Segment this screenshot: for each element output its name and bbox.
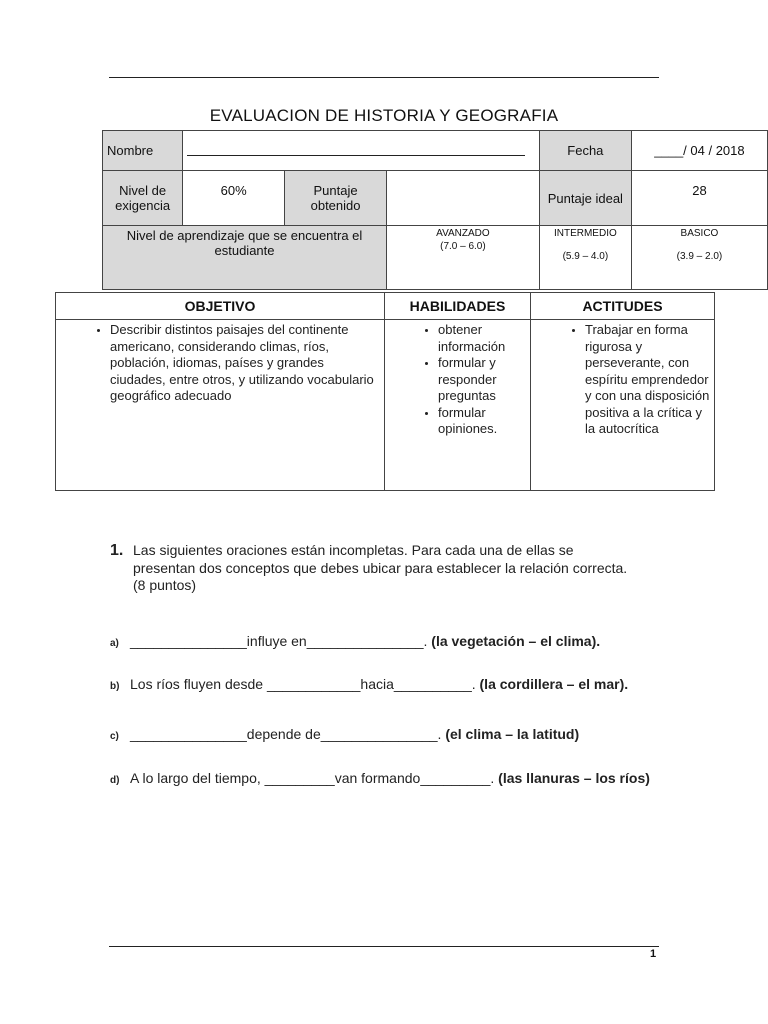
nombre-field[interactable] [183,131,540,171]
habilidades-header: HABILIDADES [385,293,531,320]
level-range: (7.0 – 6.0) [440,241,486,252]
level-avanzado [387,226,540,290]
level-name: BASICO [680,228,719,239]
level-range: (5.9 – 4.0) [562,251,609,262]
document-title: EVALUACION DE HISTORIA Y GEOGRAFIA [209,106,559,125]
nombre-blank-line [187,143,525,156]
question-number: 1. [110,542,124,559]
objectives-table [55,292,715,491]
puntaje-obtenido-label: Puntaje obtenido [285,171,387,226]
item-sentence: Los ríos fluyen desde ____________hacia__________. [130,676,480,692]
item-a [110,633,659,652]
item-label: b) [110,681,120,692]
actitudes-header: ACTITUDES [531,293,715,320]
header-table [102,130,768,290]
puntaje-ideal-label: Puntaje ideal [539,171,631,226]
objetivo-header: OBJETIVO [56,293,385,320]
level-range: (3.9 – 2.0) [676,251,723,262]
item-label: a) [110,638,119,649]
habilidad-item: • formular opiniones. [438,405,526,438]
item-sentence: _______________influye en_______________. [130,633,432,649]
actitud-item: • Trabajar en forma rigurosa y perseverante, con espíritu emprendedor y con una disposición positiva a la crítica y la autocrítica [585,322,710,438]
question-1 [110,542,630,595]
habilidades-cell [385,320,531,491]
fecha-label: Fecha [539,131,631,171]
top-rule [109,77,659,78]
level-name: INTERMEDIO [553,228,617,239]
level-basico [631,226,767,290]
item-b [110,676,659,695]
item-c [110,726,659,745]
footer-rule [109,946,659,947]
item-label: c) [110,731,119,742]
habilidad-item: • formular y responder preguntas [438,355,526,405]
nivel-exigencia-label: Nivel de exigencia [103,171,183,226]
puntaje-ideal-value: 28 [631,171,767,226]
nivel-aprendizaje-label: Nivel de aprendizaje que se encuentra el estudiante [103,226,387,290]
item-sentence: A lo largo del tiempo, _________van formando_________. [130,770,499,786]
level-name: AVANZADO [436,228,490,239]
puntaje-obtenido-field[interactable] [387,171,540,226]
item-concepts: (las llanuras – los ríos) [498,770,650,786]
item-sentence: _______________depende de_______________. [130,726,446,742]
habilidad-item: • obtener información [438,322,526,355]
level-intermedio [539,226,631,290]
item-concepts: (la vegetación – el clima). [431,633,601,649]
nombre-label: Nombre [103,131,183,171]
actitudes-cell [531,320,715,491]
page-number: 1 [650,948,657,960]
item-d [110,770,659,789]
objetivo-item: • Describir distintos paisajes del continente americano, considerando climas, ríos, población, idiomas, países y grandes ciudades, entre otros, y utilizando vocabulario geográfico adecuado [110,322,380,405]
item-label: d) [110,775,120,786]
question-text: Las siguientes oraciones están incompletas. Para cada una de ellas se presentan dos conceptos que debes ubicar para establecer la relación correcta.(8 puntos) [133,542,628,593]
item-concepts: (la cordillera – el mar). [479,676,629,692]
fecha-value[interactable]: ____/ 04 / 2018 [631,131,767,171]
item-concepts: (el clima – la latitud) [445,726,580,742]
nivel-exigencia-value: 60% [183,171,285,226]
objetivo-cell [56,320,385,491]
